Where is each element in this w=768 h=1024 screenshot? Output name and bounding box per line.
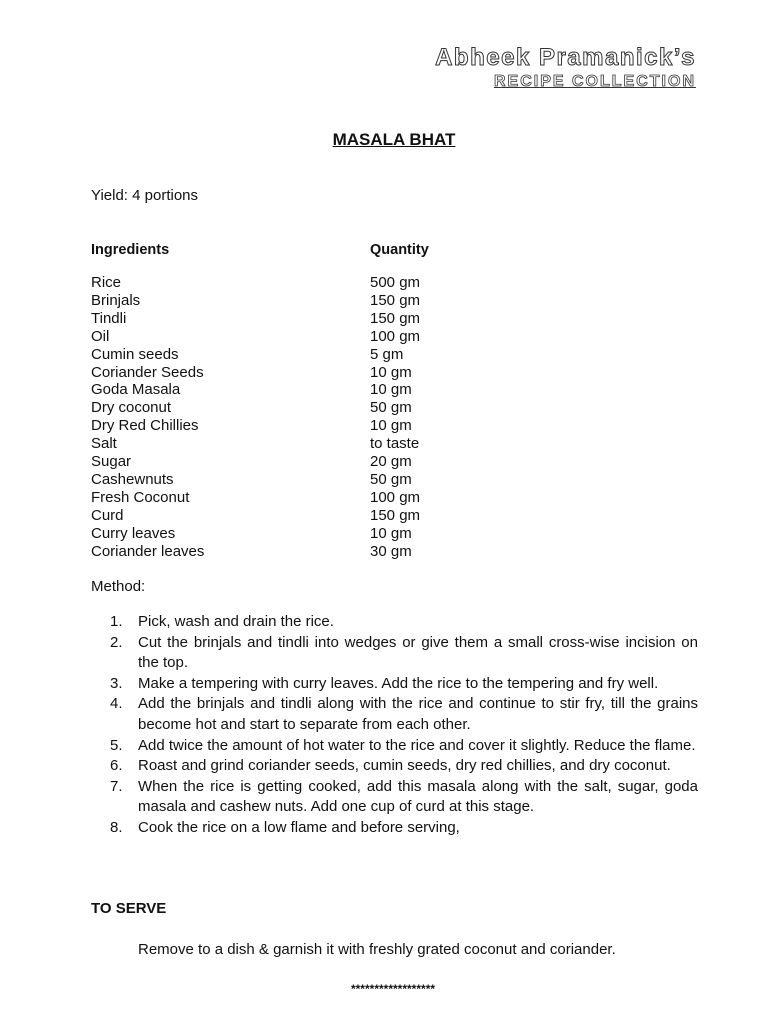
ingredient-quantity: 10 gm (370, 524, 412, 542)
step-text: Add twice the amount of hot water to the rice and cover it slightly. Reduce the flame. (138, 736, 696, 754)
page-header (435, 44, 696, 92)
method-step (110, 756, 698, 777)
ingredient-name: Goda Masala (91, 381, 181, 399)
ingredient-row (91, 346, 429, 364)
step-number: 8. (110, 818, 123, 836)
method-step (110, 674, 698, 695)
ingredient-name: Salt (91, 435, 117, 453)
step-text: When the rice is getting cooked, add this masala along with the salt, sugar, goda masala and cashew nuts. Add one cup of curd at this stage. (138, 777, 698, 816)
ingredient-name: Cumin seeds (91, 345, 179, 363)
ingredient-row (91, 328, 429, 346)
ingredient-row (91, 543, 429, 561)
ingredient-row (91, 417, 429, 435)
ingredient-row (91, 292, 429, 310)
ingredient-quantity: 10 gm (370, 417, 412, 435)
method-step (110, 818, 698, 839)
method-label: Method: (91, 578, 146, 595)
step-number: 4. (110, 695, 123, 713)
method-step (110, 736, 698, 757)
step-number: 1. (110, 613, 123, 630)
ingredient-name: Cashewnuts (91, 470, 174, 488)
recipe-title: MASALA BHAT (332, 130, 456, 149)
brand-title: Abheek Pramanick’s (435, 44, 696, 71)
ingredient-quantity: 20 gm (370, 453, 412, 471)
ingredient-quantity: 150 gm (370, 291, 421, 309)
ingredient-row (91, 489, 429, 507)
ingredient-row (91, 435, 429, 453)
step-text: Pick, wash and drain the rice. (138, 613, 334, 630)
ingredient-row (91, 381, 429, 399)
ingredients-rows (91, 274, 429, 561)
ingredient-quantity: 5 gm (370, 345, 404, 363)
ingredient-name: Brinjals (91, 291, 141, 309)
ingredient-row (91, 364, 429, 382)
ingredient-name: Fresh Coconut (91, 488, 190, 506)
ingredient-name: Curry leaves (91, 524, 176, 542)
ingredient-row (91, 399, 429, 417)
ingredient-row (91, 507, 429, 525)
step-number: 6. (110, 757, 123, 775)
end-marker: ****************** (350, 982, 436, 996)
method-steps (110, 612, 698, 839)
ingredient-quantity: 10 gm (370, 381, 412, 399)
step-text: Cut the brinjals and tindli into wedges or give them a small cross-wise incision on the top. (138, 633, 698, 672)
ingredient-quantity: 30 gm (370, 542, 412, 560)
ingredient-quantity: 150 gm (370, 506, 421, 524)
ingredient-quantity: 50 gm (370, 470, 412, 488)
ingredient-name: Dry Red Chillies (91, 417, 199, 435)
ingredient-quantity: 100 gm (370, 327, 421, 345)
quantity-column-header: Quantity (370, 242, 429, 258)
ingredients-header-row (91, 242, 429, 258)
step-text: Make a tempering with curry leaves. Add the rice to the tempering and fry well. (138, 674, 659, 692)
ingredient-name: Coriander leaves (91, 542, 205, 560)
ingredient-name: Sugar (91, 453, 132, 471)
ingredient-row (91, 310, 429, 328)
ingredient-row (91, 471, 429, 489)
ingredients-column-header: Ingredients (91, 242, 170, 258)
ingredient-quantity: 50 gm (370, 399, 412, 417)
step-text: Cook the rice on a low flame and before serving, (138, 818, 460, 836)
step-number: 7. (110, 777, 123, 795)
ingredient-quantity: 500 gm (370, 274, 421, 291)
ingredient-name: Tindli (91, 309, 127, 327)
ingredient-quantity: 150 gm (370, 309, 421, 327)
ingredient-name: Curd (91, 506, 124, 524)
step-number: 5. (110, 736, 123, 754)
step-text: Roast and grind coriander seeds, cumin seeds, dry red chillies, and dry coconut. (138, 757, 671, 775)
ingredient-quantity: 10 gm (370, 363, 412, 381)
ingredient-name: Dry coconut (91, 399, 172, 417)
ingredient-name: Oil (91, 327, 110, 345)
ingredient-row (91, 525, 429, 543)
ingredient-name: Coriander Seeds (91, 363, 204, 381)
ingredient-quantity: 100 gm (370, 488, 421, 506)
brand-subtitle: RECIPE COLLECTION (493, 73, 696, 90)
step-number: 3. (110, 674, 123, 692)
method-step (110, 633, 698, 674)
ingredients-table (91, 242, 429, 561)
ingredient-row (91, 453, 429, 471)
step-text: Add the brinjals and tindli along with the rice and continue to stir fry, till the grains become hot and start to separate from each other. (138, 695, 698, 733)
method-step (110, 777, 698, 818)
method-step (110, 612, 698, 633)
ingredient-row (91, 274, 429, 292)
ingredient-quantity: to taste (370, 435, 420, 453)
method-step (110, 694, 698, 735)
serve-text: Remove to a dish & garnish it with freshly grated coconut and coriander. (138, 941, 616, 958)
ingredient-name: Rice (91, 274, 122, 291)
serve-label: TO SERVE (91, 900, 167, 917)
step-number: 2. (110, 633, 123, 651)
yield-text: Yield: 4 portions (91, 187, 199, 204)
